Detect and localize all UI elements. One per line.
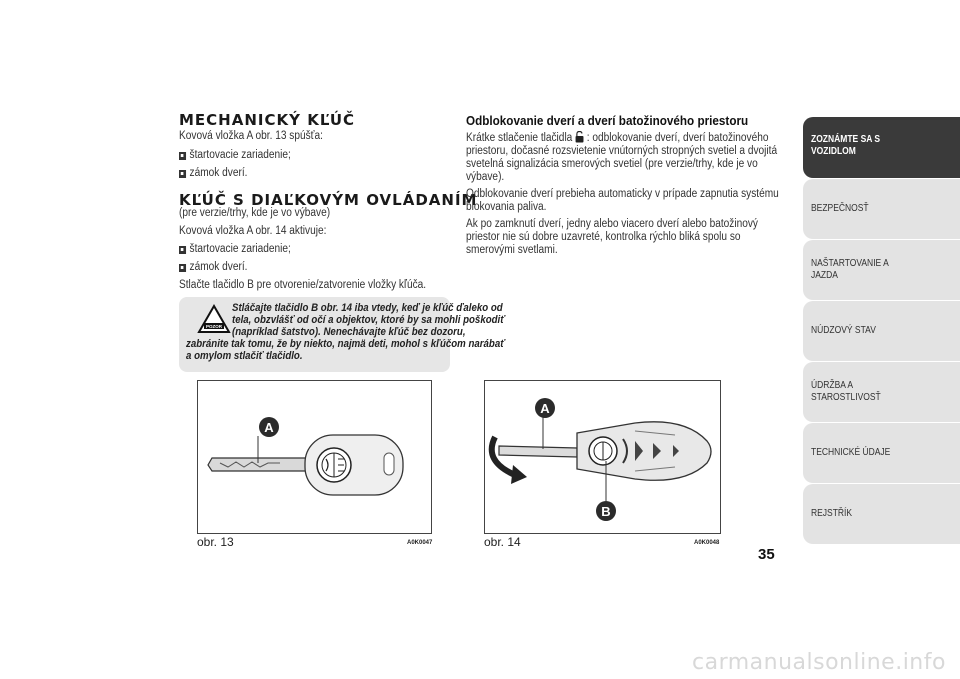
paragraph-line: Krátke stlačenie tlačidla : odblokovanie dverí, dverí batožinového	[466, 132, 769, 144]
list-item: zámok dverí.	[179, 261, 247, 274]
warning-box	[179, 297, 505, 372]
list-item: štartovacie zariadenie;	[179, 243, 291, 256]
section-heading: Odblokovanie dverí a dverí batožinového priestoru	[466, 113, 749, 128]
tab-nastartovanie-a-jazda[interactable]: NAŠTARTOVANIE A JAZDA	[803, 240, 960, 300]
paragraph-line: smerovými svetlami.	[466, 244, 558, 256]
svg-text:POZOR: POZOR	[205, 324, 223, 329]
paragraph-line: Odblokovanie dverí prebieha automaticky v prípade zapnutia systému	[466, 188, 779, 200]
bullet-icon	[179, 246, 186, 254]
page-number: 35	[758, 546, 775, 563]
warning-line: zabránite tak tomu, že by niekto, najmä deti, mohol s kľúčom narábať	[186, 338, 505, 350]
tab-nudzovy-stav[interactable]: NÚDZOVÝ STAV	[803, 301, 960, 361]
callout-a: A	[264, 420, 274, 435]
callout-b: B	[601, 504, 611, 519]
warning-line: tela, obzvlášť od očí a objektov, ktoré by sa mohli poškodiť	[232, 314, 505, 326]
paragraph-line: Ak po zamknutí dverí, jedny alebo viacero dverí alebo batožinový	[466, 218, 758, 230]
paragraph-line: blokovania paliva.	[466, 201, 547, 213]
paragraph: Stlačte tlačidlo B pre otvorenie/zatvorenie vložky kľúča.	[179, 279, 427, 291]
paragraph-line: priestor nie sú dobre uzavreté, kontrolka rýchlo bliká spolu so	[466, 231, 741, 243]
mechanical-key-illustration	[198, 381, 431, 533]
paragraph-line: svetelná signalizácia smerových svetiel (pre verzie/trhy, kde je vo	[466, 158, 758, 170]
figure-13-code: A0K0047	[407, 540, 433, 546]
warning-line: a omylom stlačiť tlačidlo.	[186, 350, 303, 362]
figure-13-caption: obr. 13	[197, 535, 234, 549]
paragraph-line: výbave).	[466, 171, 505, 183]
bullet-icon	[179, 152, 186, 160]
unlock-icon	[575, 131, 584, 143]
figure-14-caption: obr. 14	[484, 535, 521, 549]
figure-13	[197, 380, 432, 534]
tab-bezpecnost[interactable]: BEZPEČNOSŤ	[803, 179, 960, 239]
paragraph: Kovová vložka A obr. 13 spúšťa:	[179, 130, 323, 142]
callout-a: A	[540, 401, 550, 416]
tab-zoznamte-sa-s-vozidlom[interactable]: ZOZNÁMTE SA S VOZIDLOM	[803, 117, 960, 178]
list-item: zámok dverí.	[179, 167, 247, 180]
tab-technicke-udaje[interactable]: TECHNICKÉ ÚDAJE	[803, 423, 960, 483]
tab-rejstrik[interactable]: REJSTŘÍK	[803, 484, 960, 544]
warning-line: Stláčajte tlačidlo B obr. 14 iba vtedy, keď je kľúč ďaleko od	[232, 302, 503, 314]
figure-14-code: A0K0048	[694, 540, 720, 546]
paragraph: (pre verzie/trhy, kde je vo výbave)	[179, 207, 331, 219]
bullet-icon	[179, 264, 186, 272]
figure-14	[484, 380, 721, 534]
warning-line: (napríklad šatstvo). Nenechávajte kľúč bez dozoru,	[232, 326, 466, 338]
paragraph-line: priestoru, dočasné rozsvietenie vnútorných stropných svetiel a dvojitá	[466, 145, 778, 157]
heading-mechanical-key: MECHANICKÝ KĽÚČ	[179, 111, 356, 129]
bullet-icon	[179, 170, 186, 178]
watermark: carmanualsonline.info	[692, 650, 946, 675]
remote-key-illustration	[485, 381, 720, 533]
heading-remote-key: KĽÚČ S DIAĽKOVÝM OVLÁDANÍM	[179, 191, 478, 209]
list-item: štartovacie zariadenie;	[179, 149, 291, 162]
tab-udrzba-a-starostlivost[interactable]: ÚDRŽBA A STAROSTLIVOSŤ	[803, 362, 960, 422]
warning-triangle-icon	[197, 304, 231, 334]
paragraph: Kovová vložka A obr. 14 aktivuje:	[179, 225, 327, 237]
